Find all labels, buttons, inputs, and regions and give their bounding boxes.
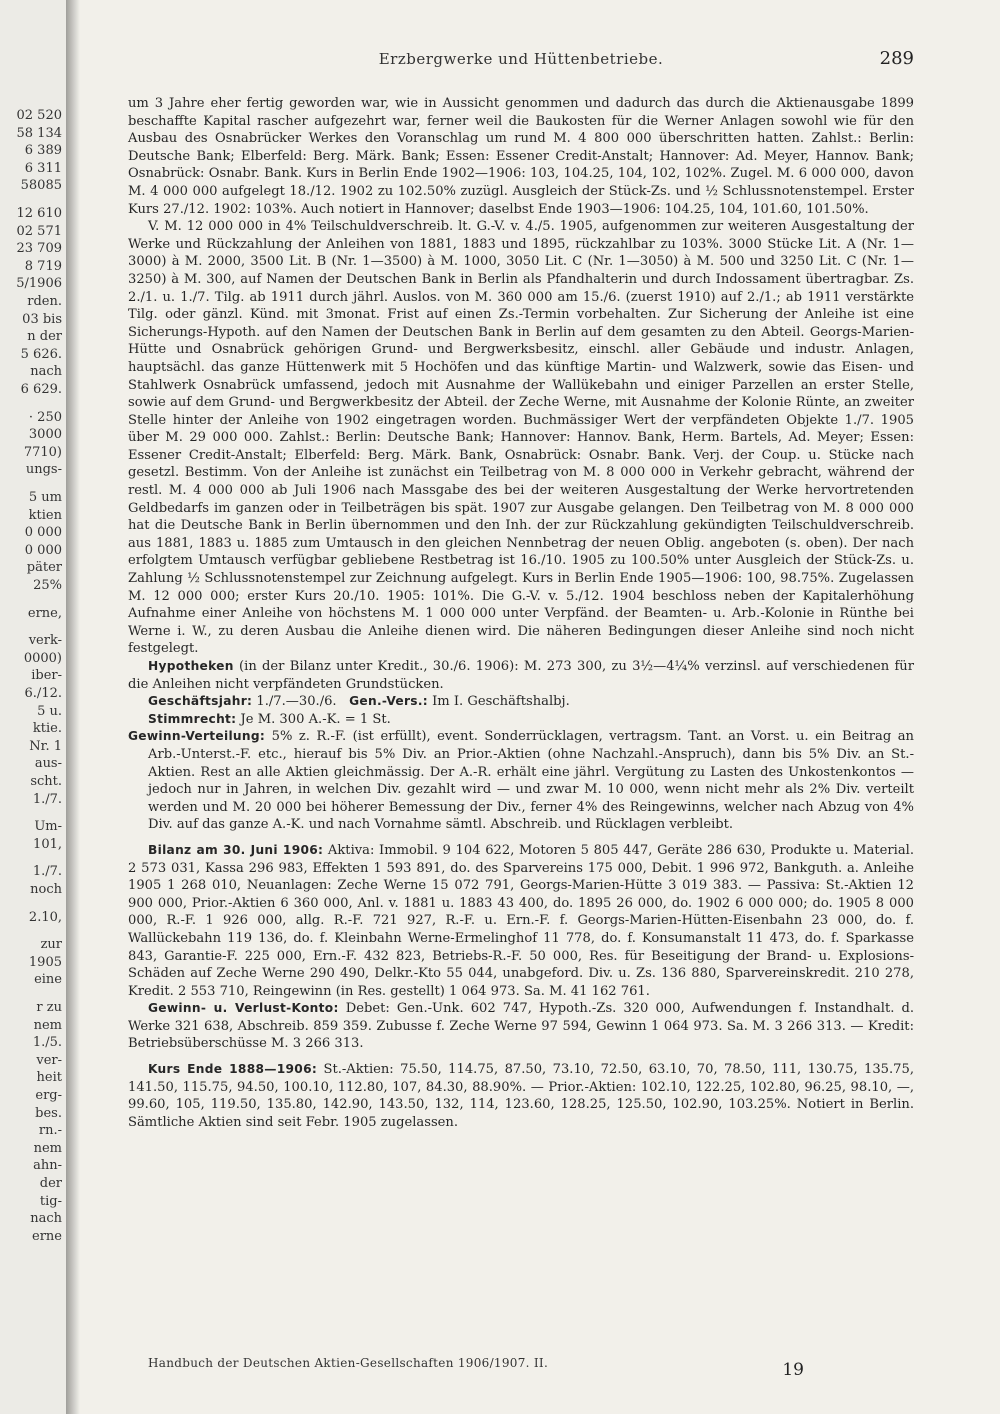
label-gewinn-verlust: Gewinn- u. Verlust-Konto: xyxy=(148,1001,339,1016)
prev-page-fragment: der xyxy=(39,1176,62,1191)
text-gen-vers: Im I. Geschäftshalbj. xyxy=(432,694,570,710)
prev-page-fragment: scht. xyxy=(30,774,62,789)
prev-page-fragment: erne, xyxy=(27,605,62,621)
prev-page-fragment: 58085 xyxy=(20,178,62,194)
prev-page-fragment: nach xyxy=(30,364,62,380)
text-gewinn-verlust: Debet: Gen.-Unk. 602 747, Hypoth.-Zs. 320 000, Aufwendungen f. Instandhalt. d. Werke 321 638, Abschreib. 859 359. Zubusse f. Zeche Werne 97 594, Gewinn 1 064 973. Sa. M. 3 266 313. — Kredit: Betriebsüberschüsse M. 3 266 313. xyxy=(128,1001,914,1052)
page-number: 289 xyxy=(879,48,914,69)
prev-page-fragment: 58 134 xyxy=(16,125,62,141)
footer-book-title: Handbuch der Deutschen Aktien-Gesellschaften 1906/1907. II. xyxy=(148,1356,549,1370)
prev-page-fragment: 23 709 xyxy=(16,241,62,257)
label-bilanz: Bilanz am 30. Juni 1906: xyxy=(148,842,324,857)
prev-page-fragment: ungs- xyxy=(25,462,62,478)
prev-page-fragment: iber- xyxy=(31,668,62,684)
prev-page-fragment: noch xyxy=(30,882,62,897)
text-hypotheken: (in der Bilanz unter Kredit., 30./6. 1906): M. 273 300, zu 3½—4¼% verzinsl. auf verschiedenen für die Anleihen nicht verpfändeten Grundstücken. xyxy=(128,659,915,692)
prev-page-fragment: · 250 xyxy=(28,409,62,425)
label-hypotheken: Hypotheken xyxy=(148,659,234,673)
prev-page-fragment: 6./12. xyxy=(24,686,62,701)
prev-page-fragment: erne xyxy=(32,1228,62,1244)
prev-page-fragment: tig- xyxy=(39,1193,62,1209)
prev-page-fragment: r zu xyxy=(36,1000,62,1015)
prev-page-fragment: 5/1906 xyxy=(16,276,62,292)
prev-page-fragment: zur xyxy=(40,937,62,953)
prev-page-fragment: verk- xyxy=(28,633,62,649)
label-kurs: Kurs Ende 1888—1906: xyxy=(148,1062,318,1077)
paragraph-geschaeftsjahr xyxy=(128,693,914,711)
prev-page-fragment: ktie. xyxy=(32,721,62,737)
prev-page-fragment: 5 u. xyxy=(37,703,62,719)
prev-page-fragment: n der xyxy=(27,329,62,345)
prev-page-fragment: 101, xyxy=(33,836,62,852)
book-gutter xyxy=(66,0,80,1414)
label-gewinn-verteilung: Gewinn-Verteilung: xyxy=(128,729,266,744)
prev-page-fragment: 0 000 xyxy=(24,542,62,558)
prev-page-fragment: 1./5. xyxy=(32,1035,62,1051)
label-geschaeftsjahr: Geschäftsjahr: xyxy=(148,694,253,709)
paragraph-bilanz xyxy=(128,842,914,1000)
prev-page-fragment: nem xyxy=(33,1140,62,1156)
prev-page-fragment: erg- xyxy=(35,1088,62,1103)
prev-page-fragment: ahn- xyxy=(33,1158,62,1174)
text-bilanz: Aktiva: Immobil. 9 104 622, Motoren 5 805 447, Geräte 286 630, Produkte u. Material. 2 573 031, Kassa 296 983, Effekten 1 593 891, do. des Sparvereins 175 000, Debit. 1 996 972, Bankguth. a. Anleihe 1905 1 268 010, Neuanlagen: Zeche Werne 15 072 791, Georgs-Marien-Hütte 3 019 383. — Passiva: St.-Aktien 12 900 000, Prior.-Aktien 6 360 000, Anl. v. 1881 u. 1883 43 400, do. 1895 26 000, do. 1902 6 000 000; do. 1905 8 000 000, R.-F. 1 926 000, allg. R.-F. 721 927, R.-F. u. Ern.-F. f. Georgs-Marien-Hütten-Eisenbahn 23 000, do. f. Wallückebahn 119 136, do. f. Kleinbahn Werne-Ermelinghof 11 778, do. f. Konsumanstalt 11 473, do. f. Sparkasse 843, Garantie-F. 225 000, Ern.-F. 432 823, Betriebs-R.-F. 50 000, Res. für Beseitigung der Brand- u. Explosions-Schäden auf Zeche Werne 290 490, Delkr.-Kto 55 044, unabgeford. Div. u. Zs. 136 880, Sparvereinskredit. 210 278, Kredit. 2 553 710, Reingewinn (in Res. gestellt) 1 064 973. Sa. M. 41 162 761. xyxy=(128,842,914,999)
paragraph-gewinn-verlust xyxy=(128,1000,914,1053)
main-text xyxy=(128,95,914,1131)
prev-page-fragment: 5 626. xyxy=(20,346,62,362)
prev-page-fragment: 8 719 xyxy=(24,258,62,274)
prev-page-fragment: 1905 xyxy=(28,954,62,970)
prev-page-fragment: 7710) xyxy=(23,444,62,460)
text-kurs: St.-Aktien: 75.50, 114.75, 87.50, 73.10, 72.50, 63.10, 70, 78.50, 111, 130.75, 135.75, 141.50, 115.75, 94.50, 100.10, 112.80, 107, 84.30, 88.90%. — Prior.-Aktien: 102.10, 122.25, 102.80, 96.25, 98.10, —, 99.60, 105, 119.50, 135.80, 142.90, 143.50, 132, 114, 123.60, 128.25, 125.50, 102.90, 103.25%. Notiert in Berlin. Sämtliche Aktien sind seit Febr. 1905 zugelassen. xyxy=(128,1062,914,1130)
page-footer xyxy=(148,1356,914,1386)
label-gen-vers: Gen.-Vers.: xyxy=(349,694,428,709)
prev-page-fragment: rden. xyxy=(27,294,62,309)
prev-page-fragment: bes. xyxy=(35,1105,62,1121)
paragraph-gewinn-verteilung xyxy=(128,728,914,834)
prev-page-fragment: eine xyxy=(34,972,62,988)
prev-page-fragment: 2.10, xyxy=(28,909,62,925)
prev-page-fragment: 02 520 xyxy=(16,108,62,123)
prev-page-fragment: 02 571 xyxy=(16,223,62,239)
prev-page-fragment: 03 bis xyxy=(22,311,62,327)
previous-page-margin xyxy=(0,0,66,1414)
paragraph-hypotheken xyxy=(128,658,914,693)
prev-page-fragment: Nr. 1 xyxy=(29,738,62,754)
prev-page-fragment: 25% xyxy=(33,578,62,593)
prev-page-fragment: 6 311 xyxy=(24,160,62,176)
prev-page-fragment: päter xyxy=(26,560,62,576)
text-gewinn-verteilung: 5% z. R.-F. (ist erfüllt), event. Sonderrücklagen, vertragsm. Tant. an Vorst. u. ein Beitrag an Arb.-Unterst.-F. etc., hierauf bis 5% Div. an Prior.-Aktien (ohne Nachzahl.-Anspruch), dann bis 5% Div. an St.-Aktien. Rest an alle Aktien gleichmässig. Der A.-R. erhält eine jährl. Vergütung zu Lasten des Unkostenkontos — jedoch nur in Jahren, in welchen Div. gezahlt wird — und zwar M. 10 000, wenn nicht mehr als 2% Div. verteilt werden und M. 20 000 bei höherer Bemessung der Div., ferner 4% des Reingewinns, welcher nach Abzug von 4% Div. auf das ganze A.-K. und nach Vornahme sämtl. Abschreib. und Rücklagen verbleibt. xyxy=(148,729,914,833)
prev-page-fragment: 0000) xyxy=(23,650,62,666)
prev-page-fragment: Um- xyxy=(34,819,62,835)
paragraph-kurs xyxy=(128,1061,914,1131)
prev-page-fragment: 1./7. xyxy=(32,864,62,880)
prev-page-fragment: 6 629. xyxy=(20,382,62,397)
label-stimmrecht: Stimmrecht: xyxy=(148,711,237,726)
prev-page-fragment: rn.- xyxy=(38,1123,62,1139)
prev-page-fragment: 12 610 xyxy=(16,206,62,221)
running-header xyxy=(128,50,914,74)
prev-page-fragment: aus- xyxy=(34,756,62,772)
running-title: Erzbergwerke und Hüttenbetriebe. xyxy=(378,50,664,68)
text-stimmrecht: Je M. 300 A.-K. = 1 St. xyxy=(240,711,391,727)
prev-page-fragment: 3000 xyxy=(28,427,62,443)
prev-page-fragment: 0 000 xyxy=(24,525,62,541)
text-geschaeftsjahr: 1./7.—30./6. xyxy=(256,694,337,710)
prev-page-fragment: 1./7. xyxy=(32,791,62,807)
paragraph-anleihe-v: V. M. 12 000 000 in 4% Teilschuldverschreib. lt. G.-V. v. 4./5. 1905, aufgenommen zur weiteren Ausgestaltung der Werke und Rückzahlung der Anleihen von 1881, 1883 und 1895, rückzahlbar zu 103%. 3000 Stücke Lit. A (Nr. 1—3000) à M. 2000, 3500 Lit. B (Nr. 1—3500) à M. 1000, 3050 Lit. C (Nr. 1—3050) à M. 500 und 3250 Lit. C (Nr. 1—3250) à M. 300, auf Namen der Deutschen Bank in Berlin als Pfandhalterin und durch Indossament übertragbar. Zs. 2./1. u. 1./7. Tilg. ab 1911 durch jährl. Auslos. von M. 360 000 am 15./6. (zuerst 1910) auf 2./1.; ab 1911 verstärkte Tilg. oder gänzl. Künd. mit 3monat. Frist auf einen Zs.-Termin vorbehalten. Zur Sicherung der Anleihe ist eine Sicherungs-Hypoth. auf den Namen der Deutschen Bank in Berlin auf dem gesamten zu den Abteil. Georgs-Marien-Hütte und Osnabrück gehörigen Grund- und Bergwerksbesitz, einschl. aller Gebäude und industr. Anlagen, hauptsächl. das ganze Hüttenwerk mit 5 Hochöfen und das künftige Martin- und Walzwerk, sowie das Eisen- und Stahlwerk Osnabrück umfassend, jedoch mit Ausnahme der Wallükebahn und einiger Parzellen an erster Stelle, sowie auf dem Grund- und Bergwerkbesitz der Abteil. der Zeche Werne, mit Ausnahme der Kolonie Rünte, an zweiter Stelle hinter der Anleihe von 1902 eingetragen worden. Buchmässiger Wert der verpfändeten Objekte 1./7. 1905 über M. 29 000 000. Zahlst.: Berlin: Deutsche Bank; Hannover: Hannov. Bank, Herm. Bartels, Ad. Meyer; Essen: Essener Credit-Anstalt; Elberfeld: Berg. Märk. Bank, Osnabrück: Osnabr. Bank. Verj. der Coup. u. Stücke nach gesetzl. Bestimm. Von der Anleihe ist zunächst ein Teilbetrag von M. 8 000 000 in Verkehr gebracht, während der restl. M. 4 000 000 ab Juli 1906 nach Massgabe des bei der weiteren Ausgestaltung der Werke hervortretenden Geldbedarfs im ganzen oder in Teilbeträgen bis spät. 1907 zur Ausgabe gelangen. Den Teilbetrag von M. 8 000 000 hat die Deutsche Bank in Berlin übernommen und den Inh. der zur Rückzahlung gekündigten Teilschuldverschreib. aus 1881, 1883 u. 1885 zum Umtausch in den gleichen Nennbetrag der neuen Oblig. angeboten (s. oben). Der nach erfolgtem Umtausch verfügbar gebliebene Restbetrag ist 16./10. 1905 zu 100.50% unter Ausgleich der Stück-Zs. u. Zahlung ½ Schlussnotenstempel zur Zeichnung aufgelegt. Kurs in Berlin Ende 1905—1906: 100, 98.75%. Zugelassen M. 12 000 000; erster Kurs 20./10. 1905: 101%. Die G.-V. v. 5./12. 1904 beschloss neben der Kapitalerhöhung Aufnahme einer Anleihe von höchstens M. 1 000 000 unter Verpfänd. der Beamten- u. Arb.-Kolonie in Rünthe bei Werne i. W., zu deren Ausbau die Anleihe dienen wird. Die näheren Bedingungen dieser Anleihe sind noch nicht festgelegt. xyxy=(128,219,914,657)
prev-page-fragment: 5 um xyxy=(28,490,62,505)
prev-page-fragment: ktien xyxy=(28,507,62,523)
prev-page-fragment: nach xyxy=(30,1211,62,1227)
prev-page-fragment: 6 389 xyxy=(24,143,62,159)
prev-page-fragment: ver- xyxy=(36,1052,62,1068)
paragraph-anleihe-iv: um 3 Jahre eher fertig geworden war, wie in Aussicht genommen und dadurch das durch die Aktienausgabe 1899 beschaffte Kapital rascher aufgezehrt war, ferner weil die Baukosten für die Werner Anlagen sowohl wie für den Ausbau des Osnabrücker Werkes den Voranschlag um rund M. 4 800 000 überschritten hatten. Zahlst.: Berlin: Deutsche Bank; Elberfeld: Berg. Märk. Bank; Essen: Essener Credit-Anstalt; Hannover: Ad. Meyer, Hannov. Bank; Osnabrück: Osnabr. Bank. Kurs in Berlin Ende 1902—1906: 103, 104.25, 104, 102, 102%. Zugel. M. 6 000 000, davon M. 4 000 000 aufgelegt 18./12. 1902 zu 102.50% zuzügl. Ausgleich der Stück-Zs. und ½ Schlussnotenstempel. Erster Kurs 27./12. 1902: 103%. Auch notiert in Hannover; daselbst Ende 1903—1906: 104.25, 104, 101.60, 101.50%. xyxy=(128,96,914,217)
paragraph-stimmrecht xyxy=(128,711,914,729)
prev-page-fragment: nem xyxy=(33,1017,62,1033)
footer-signature-mark: 19 xyxy=(782,1360,804,1380)
prev-page-fragment: heit xyxy=(36,1070,62,1086)
